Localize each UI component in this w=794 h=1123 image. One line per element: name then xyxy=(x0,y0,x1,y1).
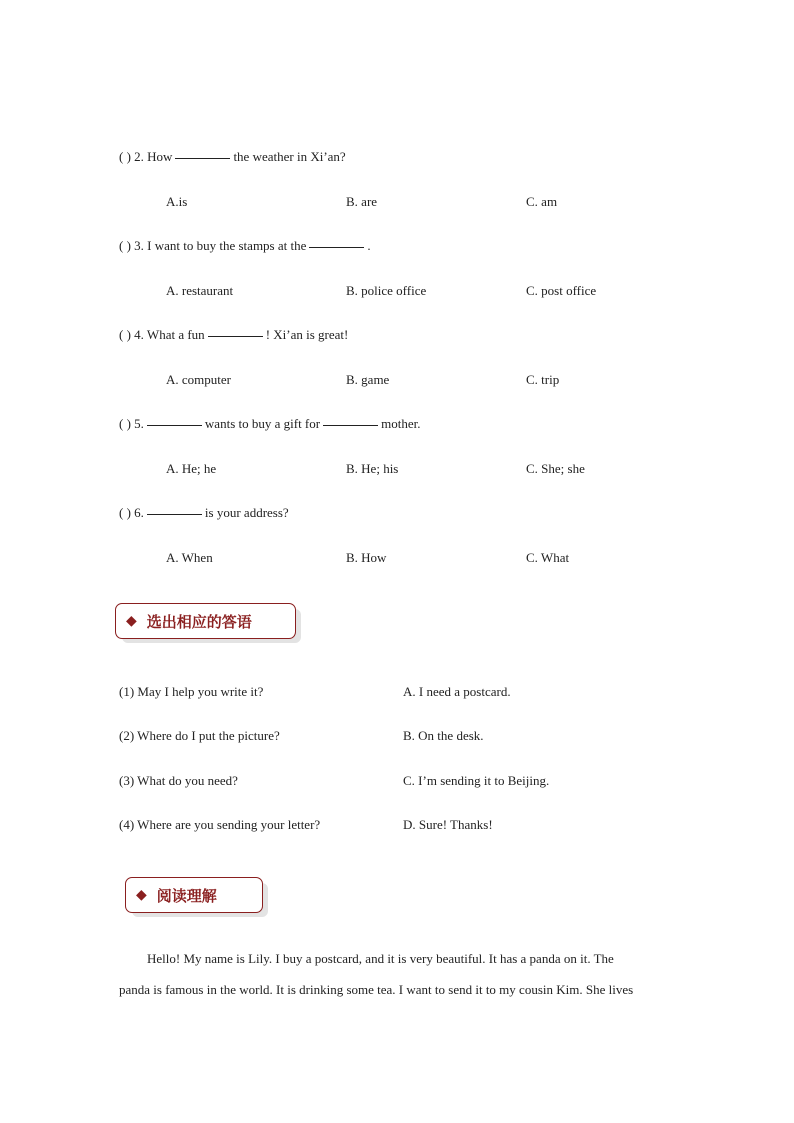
option-c: C. am xyxy=(526,194,558,209)
section-title: 选出相应的答语 xyxy=(146,612,252,631)
diamond-icon: ◆ xyxy=(136,887,147,903)
option-c: C. She; she xyxy=(526,461,585,476)
question-3 xyxy=(119,238,371,254)
matching-question-3: (3) What do you need? xyxy=(119,773,238,788)
option-a: A. computer xyxy=(166,372,231,387)
answer-blank[interactable] xyxy=(147,424,202,426)
question-text: wants to buy a gift for xyxy=(204,416,321,431)
matching-question-2: (2) Where do I put the picture? xyxy=(119,728,280,743)
answer-blank[interactable] xyxy=(323,424,378,426)
question-5 xyxy=(119,416,420,432)
question-text: ! Xi’an is great! xyxy=(265,327,349,342)
option-c: C. post office xyxy=(526,283,597,298)
option-b: B. police office xyxy=(346,283,427,298)
matching-question-4: (4) Where are you sending your letter? xyxy=(119,817,321,832)
question-text: the weather in Xi’an? xyxy=(233,149,346,164)
question-text: . xyxy=(367,238,371,253)
question-text: ( ) 5. xyxy=(119,416,144,431)
option-b: B. are xyxy=(346,194,378,209)
option-a: A. restaurant xyxy=(166,283,234,298)
question-text: ( ) 4. What a fun xyxy=(119,327,205,342)
section-header-reading xyxy=(125,877,263,913)
matching-answer-d: D. Sure! Thanks! xyxy=(403,817,493,832)
option-b: B. How xyxy=(346,550,387,565)
option-a: A.is xyxy=(166,194,188,209)
section-header-matching xyxy=(115,603,296,639)
question-text: mother. xyxy=(381,416,421,431)
diamond-icon: ◆ xyxy=(126,613,137,629)
option-a: A. He; he xyxy=(166,461,217,476)
matching-answer-a: A. I need a postcard. xyxy=(403,684,511,699)
question-2 xyxy=(119,149,346,165)
question-text: ( ) 6. xyxy=(119,505,144,520)
reading-passage-line: Hello! My name is Lily. I buy a postcard, and it is very beautiful. It has a panda on it. The xyxy=(147,951,614,966)
answer-blank[interactable] xyxy=(309,246,364,248)
reading-passage-line: panda is famous in the world. It is drinking some tea. I want to send it to my cousin Kim. She lives xyxy=(119,982,634,997)
question-4 xyxy=(119,327,348,343)
option-c: C. What xyxy=(526,550,570,565)
option-b: B. game xyxy=(346,372,390,387)
answer-blank[interactable] xyxy=(147,513,202,515)
option-b: B. He; his xyxy=(346,461,399,476)
matching-answer-c: C. I’m sending it to Beijing. xyxy=(403,773,550,788)
answer-blank[interactable] xyxy=(175,157,230,159)
section-title: 阅读理解 xyxy=(156,886,217,905)
option-c: C. trip xyxy=(526,372,560,387)
matching-question-1: (1) May I help you write it? xyxy=(119,684,264,699)
option-a: A. When xyxy=(166,550,213,565)
question-text: ( ) 3. I want to buy the stamps at the xyxy=(119,238,307,253)
matching-answer-b: B. On the desk. xyxy=(403,728,484,743)
question-6 xyxy=(119,505,289,521)
question-text: ( ) 2. How xyxy=(119,149,173,164)
question-text: is your address? xyxy=(204,505,289,520)
answer-blank[interactable] xyxy=(208,335,263,337)
